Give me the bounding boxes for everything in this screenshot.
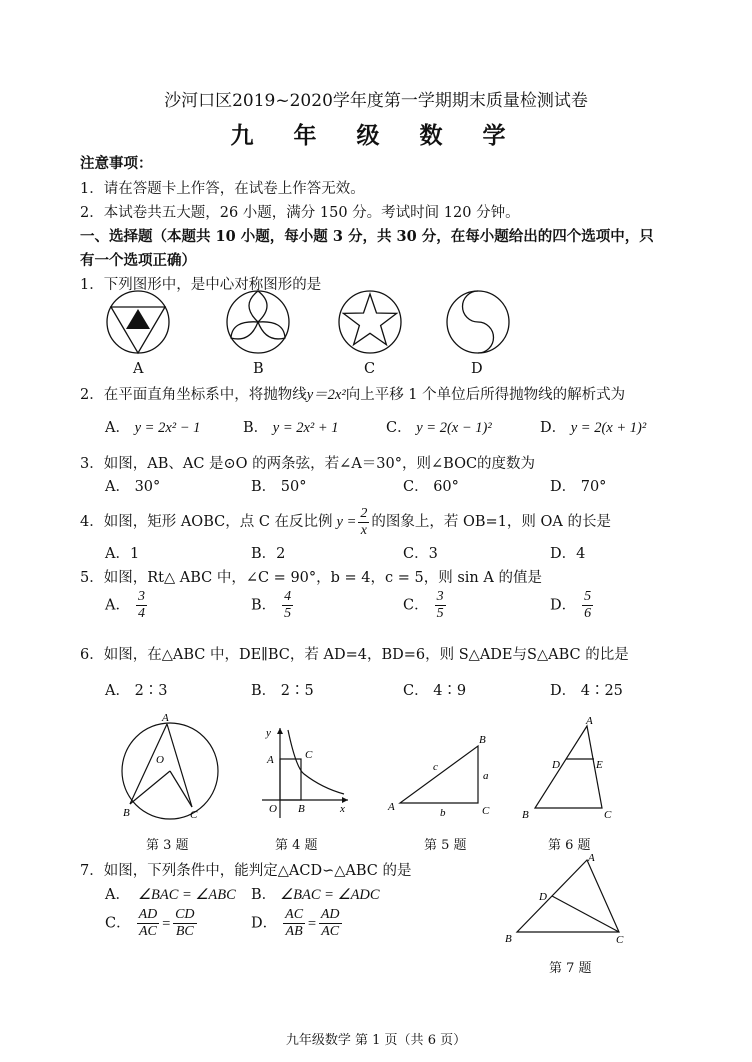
figure-c-star-circle bbox=[339, 291, 401, 353]
notes-heading: 注意事项： bbox=[80, 155, 153, 172]
q4-frac-num: 2 bbox=[360, 506, 368, 521]
fig3-label-c: C bbox=[190, 809, 198, 821]
svg-text:y: y bbox=[266, 727, 271, 739]
svg-text:C: C bbox=[482, 805, 490, 817]
q7-option-c: C． $\frac{AD}{AC}$ = $\frac{CD}{BC}$ bbox=[105, 907, 195, 939]
figures-row bbox=[110, 708, 630, 828]
figure-5-right-triangle bbox=[387, 734, 490, 819]
q2-option-b: B． y = 2x² + 1 bbox=[243, 420, 339, 436]
q5-option-a: A． $\frac{3}{4}$ bbox=[105, 589, 145, 621]
question-4-stem: 4．如图，矩形 AOBC，点 C 在反比例 y = $\frac{2}{x}$ 的图象上，若 OB=1，则 OA 的长是 bbox=[80, 506, 611, 538]
svg-text:A: A bbox=[388, 801, 395, 813]
svg-text:A: A bbox=[586, 715, 593, 727]
svg-text:C: C bbox=[305, 749, 313, 761]
question-5-stem: 5．如图，Rt△ ABC 中，∠C = 90°，b = 4，c = 5，则 sin A 的值是 bbox=[80, 570, 542, 586]
figure-4-hyperbola-rectangle bbox=[262, 727, 348, 818]
section-heading: 一、选择题（本题共 10 小题，每小题 3 分，共 30 分，在每小题给出的四个选项中，只 bbox=[80, 228, 654, 245]
svg-text:B: B bbox=[298, 803, 305, 815]
q4-option-b: B．2 bbox=[251, 546, 286, 562]
svg-text:D: D bbox=[552, 759, 560, 771]
svg-text:E: E bbox=[596, 759, 603, 771]
note-item: 1．请在答题卡上作答，在试卷上作答无效。 bbox=[80, 181, 365, 197]
q2-option-c: C． y = 2(x − 1)² bbox=[386, 420, 492, 436]
fig6-caption: 第 6 题 bbox=[548, 838, 591, 853]
fig5-caption: 第 5 题 bbox=[424, 838, 467, 853]
q2-stem-a: 2．在平面直角坐标系中，将抛物线 bbox=[80, 387, 307, 403]
question-1-stem: 1．下列图形中，是中心对称图形的是 bbox=[80, 277, 322, 293]
q1-label-d: D bbox=[471, 361, 483, 377]
svg-text:B: B bbox=[505, 933, 512, 945]
exam-title: 沙河口区2019~2020学年度第一学期期末质量检测试卷 bbox=[164, 91, 588, 111]
svg-text:B: B bbox=[522, 809, 529, 821]
q1-option-figures bbox=[100, 285, 520, 377]
q1-label-c: C bbox=[364, 361, 376, 377]
q6-option-a: A． 2∶3 bbox=[105, 683, 168, 699]
question-2-stem bbox=[80, 383, 625, 404]
figure-d-yinyang-circle bbox=[447, 291, 509, 353]
q6-option-c: C． 4∶9 bbox=[403, 683, 467, 699]
fig4-caption: 第 4 题 bbox=[275, 838, 318, 853]
question-3-stem: 3．如图，AB、AC 是⊙O 的两条弦，若∠A＝30°，则∠BOC的度数为 bbox=[80, 456, 536, 472]
q2-option-a: A． y = 2x² − 1 bbox=[105, 420, 201, 436]
subject-title: 九 年 级 数 学 bbox=[230, 122, 522, 149]
figure-a-triangle-in-circle bbox=[107, 291, 169, 353]
q2-stem-math: y＝2x² bbox=[306, 387, 346, 403]
figure-b-petal-circle bbox=[227, 291, 289, 353]
question-7-stem: 7．如图，下列条件中，能判定△ACD∽△ABC 的是 bbox=[80, 863, 412, 879]
svg-text:B: B bbox=[479, 734, 486, 746]
q7-option-a: A． ∠BAC = ∠ABC bbox=[105, 887, 236, 903]
q1-label-b: B bbox=[253, 361, 264, 377]
fig3-label-b: B bbox=[123, 807, 130, 819]
q5-option-b: B． $\frac{4}{5}$ bbox=[251, 589, 292, 621]
figure-7-triangle bbox=[495, 848, 635, 948]
q5-option-c: C． $\frac{3}{5}$ bbox=[403, 589, 444, 621]
q3-option-b: B． 50° bbox=[251, 479, 307, 495]
q4-option-d: D．4 bbox=[550, 546, 586, 562]
q2-option-d: D． y = 2(x + 1)² bbox=[540, 420, 647, 436]
svg-text:C: C bbox=[616, 934, 624, 946]
svg-text:x: x bbox=[340, 803, 345, 815]
section-heading-cont: 有一个选项正确） bbox=[80, 252, 196, 269]
svg-text:A: A bbox=[588, 852, 595, 864]
svg-text:a: a bbox=[483, 770, 489, 782]
q3-option-d: D． 70° bbox=[550, 479, 607, 495]
q4-option-a: A．1 bbox=[105, 546, 140, 562]
fig3-caption: 第 3 题 bbox=[146, 838, 189, 853]
q3-option-c: C． 60° bbox=[403, 479, 459, 495]
svg-text:b: b bbox=[440, 807, 446, 819]
svg-text:D: D bbox=[539, 891, 547, 903]
svg-text:A: A bbox=[267, 754, 274, 766]
q6-option-d: D． 4∶25 bbox=[550, 683, 623, 699]
q6-option-b: B． 2∶5 bbox=[251, 683, 314, 699]
q2-stem-b: 向上平移 1 个单位后所得抛物线的解析式为 bbox=[345, 387, 626, 403]
svg-text:c: c bbox=[433, 761, 438, 773]
figure-3-circle-chords bbox=[122, 712, 218, 821]
svg-text:C: C bbox=[604, 809, 612, 821]
note-item: 2．本试卷共五大题，26 小题，满分 150 分。考试时间 120 分钟。 bbox=[80, 205, 520, 221]
q7-option-b: B． ∠BAC = ∠ADC bbox=[251, 887, 380, 903]
fig3-label-o: O bbox=[156, 754, 164, 766]
figure-6-triangle-parallel bbox=[522, 715, 612, 821]
q3-option-a: A． 30° bbox=[105, 479, 161, 495]
fig3-label-a: A bbox=[162, 712, 169, 724]
q4-option-c: C．3 bbox=[403, 546, 438, 562]
question-6-stem: 6．如图，在△ABC 中，DE∥BC，若 AD=4，BD=6，则 S△ADE与S△ABC 的比是 bbox=[80, 647, 629, 663]
q1-label-a: A bbox=[133, 361, 144, 377]
fig7-caption: 第 7 题 bbox=[549, 961, 592, 976]
q4-frac-den: x bbox=[360, 523, 367, 538]
q5-option-d: D． $\frac{5}{6}$ bbox=[550, 589, 592, 621]
svg-text:O: O bbox=[269, 803, 277, 815]
q7-option-d: D． $\frac{AC}{AB}$ = $\frac{AD}{AC}$ bbox=[251, 907, 340, 939]
page-footer: 九年级数学 第 1 页（共 6 页） bbox=[285, 1033, 467, 1048]
